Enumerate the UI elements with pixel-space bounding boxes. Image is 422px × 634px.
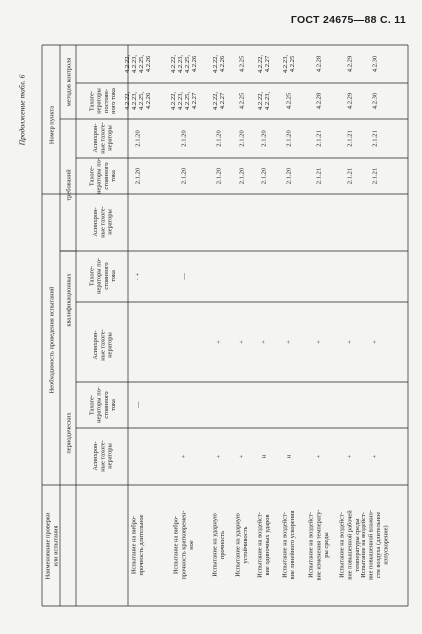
header-r-async — [92, 206, 113, 238]
cell-m_async-line: 4.2.29 — [346, 92, 354, 110]
cell-q_async-line: + — [215, 340, 223, 344]
header-m-async-line: Асинхрон- — [92, 123, 100, 153]
cell-r_dc-line: 2.1.21 — [346, 130, 354, 147]
cell-m_async — [124, 92, 152, 110]
cell-value: 4.2.26 — [190, 55, 198, 73]
header-r-async-line: ные тахоге- — [99, 206, 107, 238]
cell-r_async-line: 2.1.20 — [180, 167, 188, 185]
cell-r_dc-line: 2.1.20 — [134, 130, 142, 147]
cell-r_async — [134, 167, 141, 184]
cell-m_async-line: 4.2.25 — [285, 92, 293, 110]
row-name — [282, 511, 297, 580]
header-m-dc — [89, 88, 118, 114]
cell-r_dc — [238, 130, 245, 147]
cell-p_async-line: + — [315, 454, 323, 459]
row-name-line: вие одиночных ударов — [264, 514, 272, 576]
cell-value: 4.2.23, — [176, 54, 184, 74]
cell-value: 4.2.22, — [256, 54, 264, 74]
row-name-line: вие повышенной рабочей — [346, 510, 354, 580]
cell-m_dc — [124, 55, 152, 73]
cell-m_async — [170, 92, 198, 110]
header-requirements-line: требований — [65, 169, 73, 201]
header-q-async-line: ные тахоге- — [99, 329, 107, 361]
cell-m_dc — [238, 55, 245, 72]
row-name-line: Испытание на воздейст- — [359, 512, 367, 578]
header-q-dc-line: Тахоге- — [88, 265, 96, 287]
cell-p_async — [371, 454, 378, 458]
cell-m_async-line: 4.2.28 — [315, 92, 323, 110]
cell-q_async-line: + — [260, 340, 268, 344]
header-p-dc — [89, 387, 118, 423]
header-m-dc-line: ного тока — [110, 88, 118, 114]
cell-p_async — [215, 454, 222, 458]
row-name-line: Испытание на ударную — [234, 513, 242, 577]
cell-p_async — [260, 454, 267, 458]
header-p-dc-line: нераторы по- — [95, 387, 103, 423]
header-qualification-line: квалификационных — [65, 273, 73, 327]
header-q-async-line: Асинхрон- — [92, 330, 100, 360]
cell-value: 4.2.22, — [211, 91, 219, 111]
cell-value: 4.2.25, — [183, 91, 191, 111]
cell-value: 4.2.22, — [256, 91, 264, 111]
cell-q_async-line: + — [315, 340, 323, 344]
header-name-col-line: Наименование проверки — [44, 512, 52, 580]
header-r-dc-line: тока — [110, 170, 118, 182]
cell-r_async-line: 2.1.21 — [371, 167, 379, 185]
row-name-line: вие изменения температу- — [315, 509, 323, 581]
cell-q_async — [285, 340, 292, 344]
cell-r_async-line: 2.1.20 — [238, 167, 246, 185]
cell-r_dc — [346, 130, 353, 146]
header-p-async-line: ные тахоге- — [99, 440, 107, 472]
cell-r_async — [371, 168, 378, 184]
header-m-async-line: ные тахоге- — [99, 122, 107, 154]
cell-q_async — [371, 340, 378, 344]
header-p-dc-line: тока — [110, 399, 118, 411]
cell-value: 4.2.25 — [288, 55, 296, 73]
cell-value: 4.2.27 — [218, 92, 226, 110]
row-name — [131, 514, 146, 575]
cell-value: 4.2.22, — [211, 54, 219, 74]
cell-r_async-line: 2.1.21 — [346, 167, 354, 185]
header-methods-line: методов контроля — [65, 57, 73, 107]
cell-r_async — [285, 167, 292, 184]
cell-p_async — [346, 454, 353, 458]
cell-r_dc-line: 2.1.20 — [285, 130, 293, 147]
header-points-group-line: Номер пункта — [48, 105, 56, 145]
cell-r_async — [260, 167, 267, 184]
row-name-line: Испытание на ударную — [211, 513, 219, 577]
cell-p_async — [315, 454, 322, 458]
row-name — [235, 513, 250, 577]
cell-q_async — [315, 340, 322, 344]
cell-value: 4.2.26 — [144, 92, 152, 110]
cell-m_dc — [371, 55, 378, 72]
cell-r_async — [315, 168, 322, 184]
cell-r_dc-line: 2.1.21 — [315, 130, 323, 147]
cell-m_async-line: 4.2.25 — [238, 92, 246, 110]
cell-r_async-line: 2.1.20 — [215, 167, 223, 185]
cell-q_async-line: + — [285, 340, 293, 344]
row-name-line: вие повышенной влажно- — [367, 510, 375, 580]
header-r-dc-line: нераторы по- — [95, 158, 103, 194]
header-r-dc — [89, 158, 118, 194]
row-name-line: сти воздуха (длительное — [375, 511, 383, 579]
cell-p_async-line: + — [346, 454, 354, 459]
cell-m_dc — [282, 55, 296, 73]
cell-q_dc — [180, 273, 187, 281]
row-name — [173, 511, 195, 580]
cell-m_async — [285, 92, 292, 109]
cell-value: 4.2.27 — [190, 92, 198, 110]
row-name-line: Испытание на воздейст- — [338, 512, 346, 578]
cell-r_dc — [134, 130, 141, 147]
row-name-line: ры среды — [322, 532, 330, 558]
row-name — [308, 509, 330, 580]
cell-value: 4.2.23, — [130, 54, 138, 74]
cell-p_async — [285, 454, 292, 458]
cell-p_dc — [134, 401, 141, 409]
header-qualification — [65, 273, 72, 327]
header-m-async-line: нераторы — [106, 125, 114, 151]
cell-r_dc — [180, 130, 187, 147]
header-m-dc-line: нераторы — [95, 88, 103, 114]
cell-r_async — [238, 167, 245, 184]
cell-m_dc-line: 4.2.30 — [371, 55, 379, 73]
cell-p_async-line: н — [285, 454, 293, 459]
cell-r_dc — [285, 130, 292, 147]
header-r-dc-line: стоянного — [102, 162, 110, 190]
cell-m_dc — [346, 55, 353, 72]
cell-m_dc — [315, 55, 322, 72]
row-name — [339, 510, 361, 580]
header-r-dc-line: Тахоге- — [88, 165, 96, 187]
cell-m_async-line: 4.2.30 — [371, 92, 379, 110]
row-name-line: вие линейного ускорения — [289, 510, 297, 580]
cell-p_async-line: н — [260, 454, 268, 459]
cell-m_dc-line: 4.2.29 — [346, 55, 354, 73]
cell-m_dc — [212, 55, 226, 73]
cell-q_async-line: + — [371, 340, 379, 344]
cell-value: 4.2.25, — [137, 91, 145, 111]
row-name — [257, 512, 272, 578]
cell-m_dc-line: 4.2.28 — [315, 55, 323, 73]
cell-r_dc — [371, 130, 378, 146]
cell-value: 4.2.22, — [123, 91, 131, 111]
table-continuation-title-line: Продолжение табл. 6 — [17, 74, 27, 146]
header-q-dc-line: тока — [110, 270, 118, 282]
header-p-async-line: нераторы — [106, 443, 114, 469]
header-p-dc-line: стоянного — [102, 391, 110, 419]
header-name-col-line: или испытания — [52, 525, 60, 567]
header-q-async — [92, 329, 113, 361]
cell-p_async — [180, 454, 187, 458]
header-q-dc-line: стоянного — [102, 262, 110, 290]
cell-r_async-line: 2.1.20 — [260, 167, 268, 185]
header-m-async — [92, 122, 113, 154]
cell-value: 4.2.23, — [281, 54, 289, 74]
cell-r_async-line: 2.1.20 — [285, 167, 293, 185]
cell-p_async-line: + — [371, 454, 379, 459]
cell-p_async-line: + — [180, 454, 188, 459]
page-header: ГОСТ 24675—88 С. 11 — [290, 14, 406, 26]
header-r-async-line: нераторы — [106, 209, 114, 235]
cell-m_dc-line: 4.2.25 — [238, 55, 246, 73]
header-periodic — [65, 412, 72, 454]
row-name-line: прочность длительное — [138, 514, 146, 576]
cell-q_async — [260, 340, 267, 344]
cell-value: 4.2.22, — [169, 91, 177, 111]
row-name-line: прочность кратковремен- — [180, 510, 188, 580]
row-name-line: изпускорение) — [382, 525, 390, 565]
cell-q_dc — [134, 272, 141, 280]
row-name — [212, 513, 227, 577]
cell-p_async-line: + — [238, 454, 246, 459]
cell-q_dc-line: · + — [134, 272, 142, 281]
cell-value: 4.2.26 — [218, 55, 226, 73]
cell-value: 4.2.22, — [123, 54, 131, 74]
cell-r_dc — [315, 130, 322, 146]
header-m-dc-line: Тахоге- — [88, 90, 96, 112]
cell-r_dc-line: 2.1.21 — [371, 130, 379, 147]
header-q-dc-line: нераторы по- — [95, 258, 103, 294]
table-text — [17, 55, 389, 581]
header-need-group — [48, 286, 55, 393]
cell-r_dc-line: 2.1.20 — [260, 130, 268, 147]
cell-m_async — [315, 92, 322, 109]
header-q-async-line: нераторы — [106, 332, 114, 358]
header-points-group — [48, 106, 55, 144]
cell-r_async-line: 2.1.21 — [315, 167, 323, 185]
cell-r_async-line: 2.1.20 — [134, 167, 142, 185]
cell-r_dc-line: 2.1.20 — [180, 130, 188, 147]
row-name-line: Испытание на воздейст- — [307, 512, 315, 578]
cell-p_async-line: + — [215, 454, 223, 459]
header-periodic-line: периодических — [65, 412, 73, 454]
cell-m_dc — [170, 55, 198, 73]
header-requirements — [65, 169, 72, 201]
cell-r_dc-line: 2.1.20 — [215, 130, 223, 147]
header-p-async — [92, 440, 113, 472]
cell-m_async — [257, 92, 271, 110]
cell-value: 4.2.25, — [183, 54, 191, 74]
cell-m_async — [371, 92, 378, 109]
row-name-line: Испытание на воздейст- — [281, 512, 289, 578]
table-continuation-title — [17, 74, 26, 146]
row-name-line: прочность — [219, 530, 227, 560]
cell-m_async — [212, 92, 226, 110]
cell-r_async — [180, 167, 187, 184]
cell-q_async — [346, 340, 353, 344]
cell-q_async-line: + — [238, 340, 246, 344]
row-name — [360, 510, 390, 580]
cell-r_dc — [260, 130, 267, 147]
row-name-line: ное — [187, 540, 195, 550]
cell-value: 4.2.23, — [130, 91, 138, 111]
row-name-line: Испытание на вибро- — [130, 515, 138, 575]
cell-p_async — [238, 454, 245, 458]
cell-r_async — [215, 167, 222, 184]
cell-r_dc — [215, 130, 222, 147]
cell-q_dc-line: — — [180, 273, 188, 280]
header-need-group-line: Необходимость проведения испытаний — [48, 286, 56, 394]
cell-r_async — [346, 168, 353, 184]
cell-q_async — [215, 340, 222, 344]
cell-value: 4.2.23, — [263, 91, 271, 111]
cell-p_dc-line: — — [134, 401, 142, 409]
header-name-col — [44, 512, 59, 579]
cell-value: 4.2.23, — [176, 91, 184, 111]
header-p-async-line: Асинхрон- — [92, 441, 100, 471]
cell-m_async — [238, 92, 245, 109]
header-methods — [65, 58, 72, 106]
row-name-line: температуры среды — [353, 518, 361, 572]
cell-r_dc-line: 2.1.20 — [238, 130, 246, 147]
cell-q_async-line: + — [346, 340, 354, 344]
cell-m_dc — [257, 55, 271, 73]
row-name-line: Испытание на вибро- — [172, 515, 180, 575]
cell-q_async — [238, 340, 245, 344]
header-p-dc-line: Тахоге- — [88, 394, 96, 416]
row-name-line: устойчивость — [242, 526, 250, 564]
cell-value: 4.2.25, — [137, 54, 145, 74]
row-name-line: Испытание на воздейст- — [256, 512, 264, 578]
cell-m_async — [346, 92, 353, 109]
header-r-async-line: Асинхрон- — [92, 207, 100, 237]
cell-value: 4.2.27 — [263, 55, 271, 73]
header-q-dc — [89, 258, 118, 294]
cell-value: 4.2.26 — [144, 55, 152, 73]
header-m-dc-line: постоян- — [102, 89, 110, 113]
cell-value: 4.2.22, — [169, 54, 177, 74]
